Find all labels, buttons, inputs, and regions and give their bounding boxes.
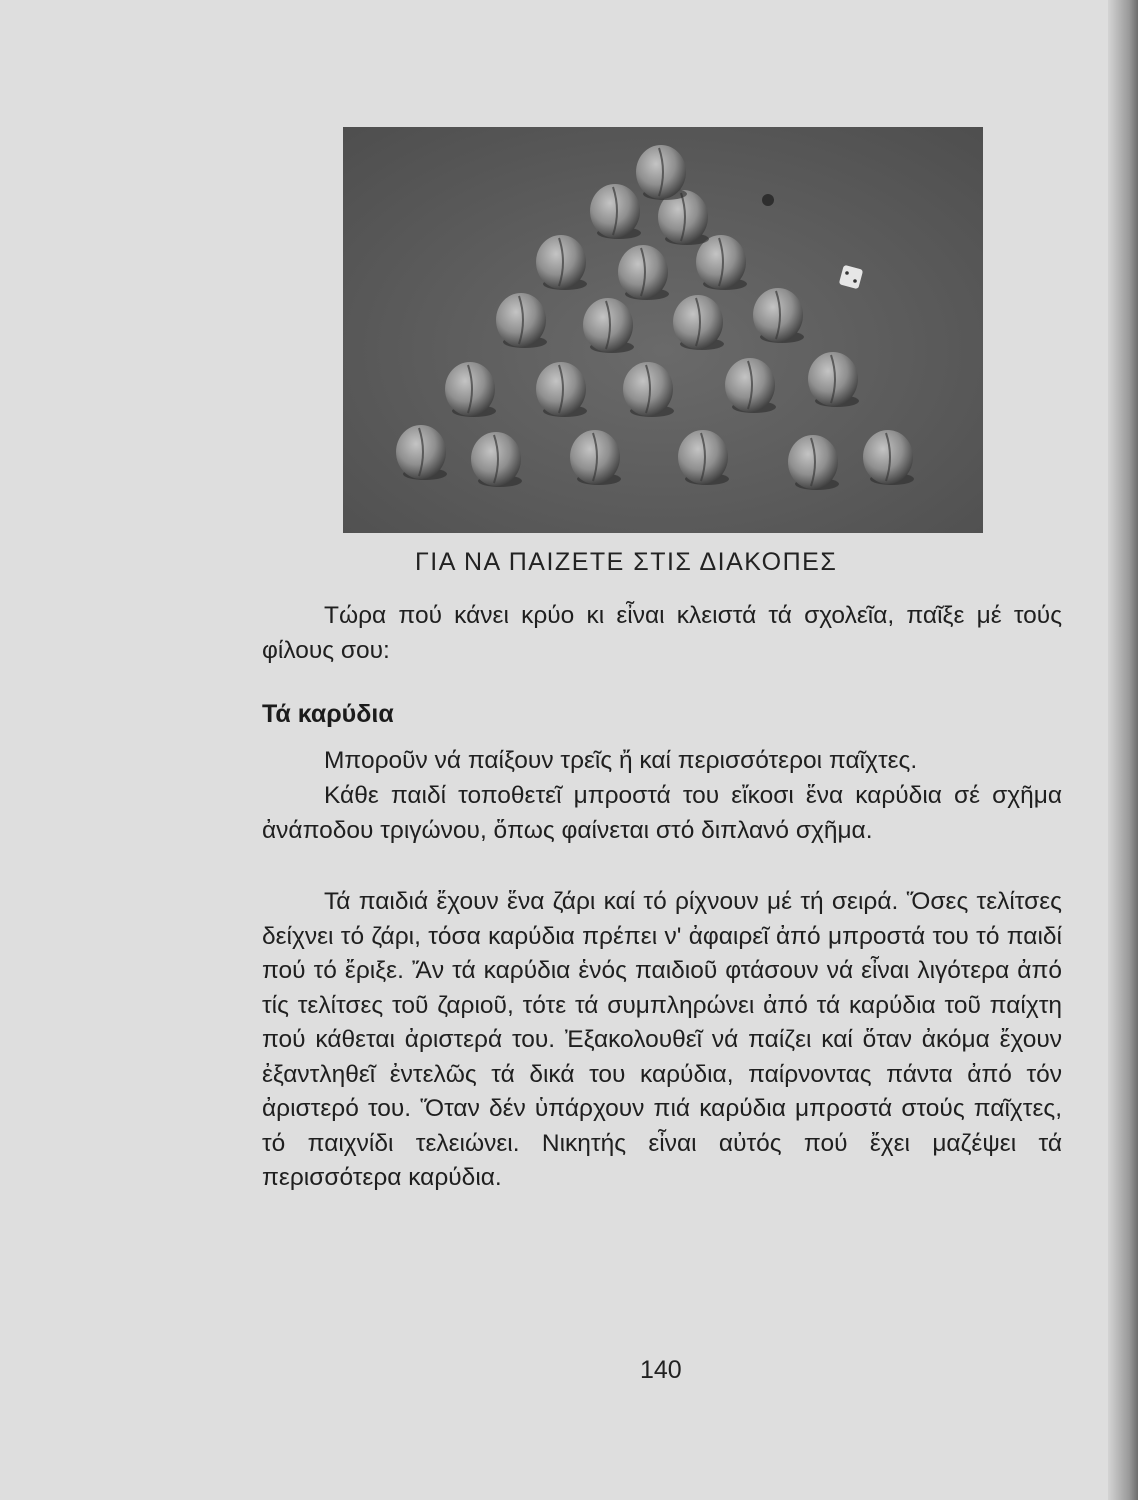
small-bead-icon bbox=[762, 194, 774, 206]
paragraph-players: Μποροῦν νά παίξουν τρεῖς ἤ καί περισσότεροι παῖχτες. bbox=[324, 747, 918, 774]
walnut-triangle-photo bbox=[343, 127, 983, 533]
page-edge-shadow bbox=[1108, 0, 1138, 1500]
paragraph-setup: Κάθε παιδί τοποθετεῖ μπροστά του εἴκοσι ἕνα καρύδια σέ σχῆμα ἀνάποδου τριγώνου, ὅπως φαίνεται στό διπλανό σχῆμα. bbox=[262, 782, 1062, 844]
paragraph-rules: Τά παιδιά ἔχουν ἕνα ζάρι καί τό ρίχνουν μέ τή σειρά. Ὅσες τελίτσες δείχνει τό ζάρι, τόσα καρύδια πρέπει ν' ἀφαιρεῖ ἀπό μπροστά του τό παιδί πού τό ἔριξε. Ἄν τά καρύδια ἑνός παιδιοῦ φτάσουν νά εἶναι λιγότερα ἀπό τίς τελίτσες τοῦ ζαριοῦ, τότε τά συμπληρώνει ἀπό τά καρύδια τοῦ παίχτη πού κάθεται ἀριστερά του. Ἐξακολουθεῖ νά παίζει καί ὅταν ἀκόμα ἔχουν ἐξαντληθεῖ ἐντελῶς τά δικά του καρύδια, παίρνοντας πάντα ἀπό τόν ἀριστερό του. Ὅταν δέν ὑπάρχουν πιά καρύδια μπροστά στούς παῖχτες, τό παιχνίδι τελειώνει. Νικητής εἶναι αὐτός πού ἔχει μαζέψει τά περισσότερα καρύδια. bbox=[262, 888, 1062, 1191]
intro-paragraph: Τώρα πού κάνει κρύο κι εἶναι κλειστά τά σχολεῖα, παῖξε μέ τούς φίλους σου: bbox=[262, 602, 1062, 664]
photo-caption: ΓΙΑ ΝΑ ΠΑΙΖΕΤΕ ΣΤΙΣ ΔΙΑΚΟΠΕΣ bbox=[415, 548, 838, 576]
walnut-photo-drawing bbox=[343, 127, 983, 533]
page-number: 140 bbox=[640, 1356, 682, 1384]
section-heading: Τά καρύδια bbox=[262, 700, 394, 728]
